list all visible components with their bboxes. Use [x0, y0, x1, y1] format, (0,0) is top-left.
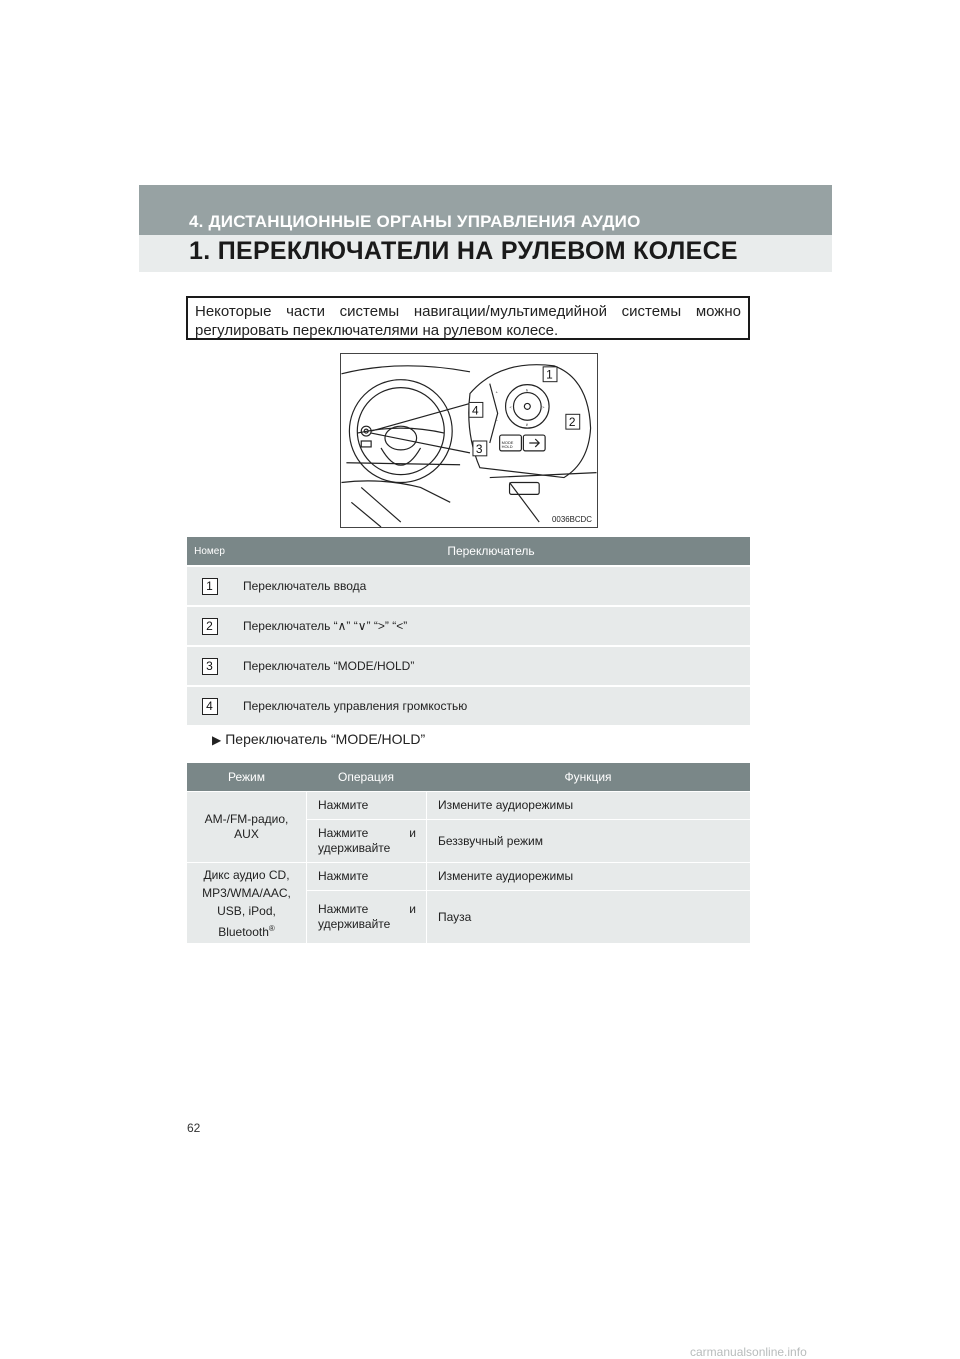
svg-text:HOLD: HOLD	[501, 443, 513, 449]
callout-4: 4	[471, 403, 479, 418]
col-header-number: Номер	[187, 537, 232, 565]
mode-cell: AM-/FM-радио, AUX	[187, 791, 306, 862]
svg-text:∨: ∨	[525, 422, 529, 428]
steering-wheel-illustration	[341, 354, 597, 527]
intro-box	[186, 296, 750, 340]
col-header-switch: Переключатель	[232, 537, 750, 565]
function-cell: Измените аудиорежимы	[426, 791, 750, 819]
switch-name: Переключатель “MODE/HOLD”	[232, 645, 750, 685]
operation-cell: Нажмите и удерживайте	[306, 890, 426, 943]
figure-code: 0036BCDC	[552, 515, 592, 525]
callout-1: 1	[546, 367, 553, 382]
row-number: 1	[202, 578, 218, 595]
switch-name: Переключатель “∧” “∨” “>” “<”	[232, 605, 750, 645]
page-number: 62	[187, 1121, 201, 1135]
table-row	[187, 685, 750, 725]
table-row	[187, 791, 750, 819]
section-title: 4. ДИСТАНЦИОННЫЕ ОРГАНЫ УПРАВЛЕНИЯ АУДИО	[189, 212, 641, 231]
table-row	[187, 565, 750, 605]
function-cell: Беззвучный режим	[426, 819, 750, 862]
svg-text:+: +	[495, 389, 499, 395]
intro-line-2: регулировать переключателями на рулевом колесе.	[195, 322, 559, 339]
col-header-mode: Режим	[187, 763, 306, 791]
operation-cell: Нажмите	[306, 862, 426, 890]
svg-text:>: >	[542, 404, 545, 410]
mode-cell: Дикс аудио CD, MP3/WMA/AAC, USB, iPod, Bluetooth®	[187, 862, 306, 943]
triangle-bullet-icon: ▶	[212, 733, 222, 747]
intro-line-1: Некоторые части системы навигации/мультимедийной системы можно	[195, 303, 741, 320]
section-header	[139, 185, 832, 235]
operation-cell: Нажмите	[306, 791, 426, 819]
function-cell: Измените аудиорежимы	[426, 862, 750, 890]
col-header-function: Функция	[426, 763, 750, 791]
callout-2: 2	[568, 415, 576, 430]
table-row	[187, 862, 750, 890]
row-number: 2	[202, 618, 218, 635]
function-cell: Пауза	[426, 890, 750, 943]
subheading-text: Переключатель “MODE/HOLD”	[225, 731, 426, 747]
svg-text:∧: ∧	[525, 387, 529, 393]
switch-name: Переключатель ввода	[232, 565, 750, 605]
steering-wheel-figure	[340, 353, 598, 528]
col-header-operation: Операция	[306, 763, 426, 791]
watermark: carmanualsonline.info	[690, 1345, 807, 1359]
svg-text:MODE: MODE	[501, 439, 514, 445]
subheading	[212, 731, 425, 747]
switch-name: Переключатель управления громкостью	[232, 685, 750, 725]
table-row	[187, 605, 750, 645]
callout-3: 3	[475, 441, 483, 456]
page-title-bar	[139, 235, 832, 272]
row-number: 4	[202, 698, 218, 715]
table-row	[187, 645, 750, 685]
svg-text:<: <	[509, 404, 512, 410]
row-number: 3	[202, 658, 218, 675]
page-title: 1. ПЕРЕКЛЮЧАТЕЛИ НА РУЛЕВОМ КОЛЕСЕ	[189, 237, 738, 265]
svg-text:–: –	[495, 417, 498, 423]
switch-table	[187, 537, 750, 725]
mode-table	[187, 763, 750, 943]
operation-cell: Нажмите и удерживайте	[306, 819, 426, 862]
